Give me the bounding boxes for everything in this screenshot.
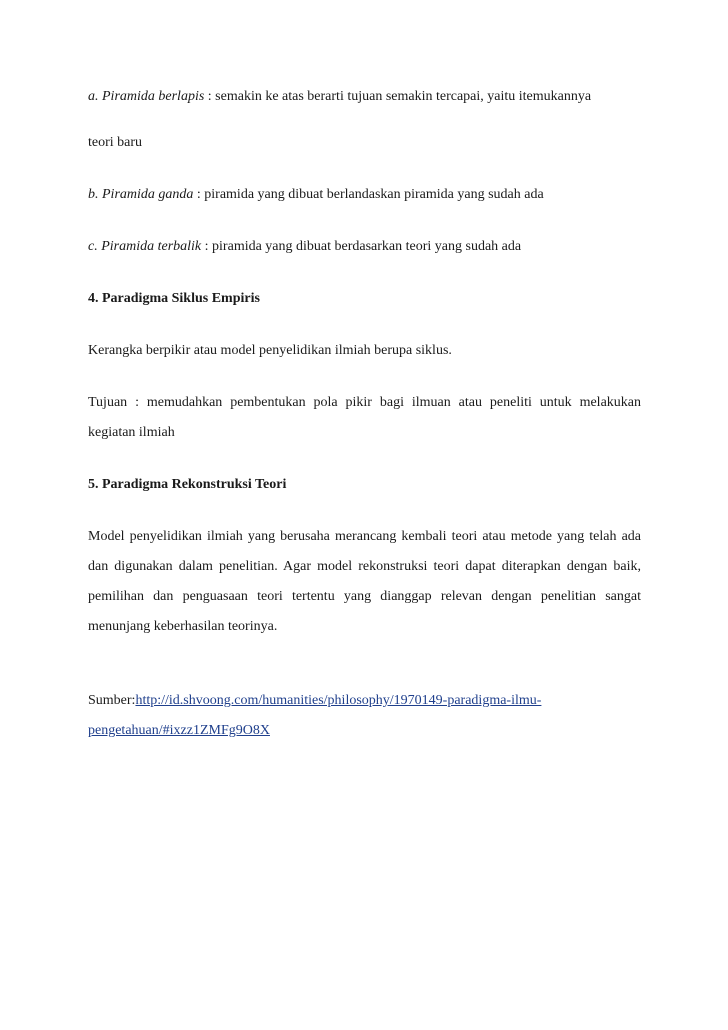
source-link-line-2[interactable]: pengetahuan/#ixzz1ZMFg9O8X (88, 723, 270, 738)
item-separator: : (201, 239, 213, 254)
section-5-paragraph-1: Model penyelidikan ilmiah yang berusaha merancang kembali teori atau metode yang telah ada dan digunakan dalam penelitian. Agar model rekonstruksi teori dapat diterapkan dengan baik, pemilihan dan penguasaan teori tertentu yang dianggap relevan dengan penelitian sangat menunjang keberhasilan teorinya. (88, 529, 641, 634)
source-link-line-1[interactable]: http://id.shvoong.com/humanities/philosophy/1970149-paradigma-ilmu- (135, 693, 542, 708)
item-description: piramida yang dibuat berlandaskan piramida yang sudah ada (204, 187, 544, 202)
paragraph (88, 388, 641, 448)
source-label: Sumber: (88, 693, 136, 708)
section-heading (88, 470, 641, 500)
item-separator: : (204, 89, 216, 104)
item-term: a. Piramida berlapis (88, 89, 205, 104)
source-citation (88, 686, 641, 746)
document-page (88, 82, 641, 746)
section-4-heading: 4. Paradigma Siklus Empiris (88, 291, 260, 306)
item-description: piramida yang dibuat berdasarkan teori yang sudah ada (212, 239, 522, 254)
source-link[interactable] (88, 693, 541, 738)
section-4-paragraph-2: Tujuan : memudahkan pembentukan pola pikir bagi ilmuan atau peneliti untuk melakukan kegiatan ilmiah (88, 395, 641, 440)
section-heading (88, 284, 641, 314)
item-term: c. Piramida terbalik (88, 239, 202, 254)
item-description-continued: teori baru (88, 135, 143, 150)
item-separator: : (193, 187, 205, 202)
paragraph (88, 336, 641, 366)
item-piramida-terbalik (88, 232, 641, 262)
section-5-heading: 5. Paradigma Rekonstruksi Teori (88, 477, 287, 492)
item-term: b. Piramida ganda (88, 187, 194, 202)
item-piramida-berlapis (88, 82, 641, 158)
section-4-paragraph-1: Kerangka berpikir atau model penyelidikan ilmiah berupa siklus. (88, 343, 452, 358)
item-description: semakin ke atas berarti tujuan semakin tercapai, yaitu itemukannya (215, 89, 592, 104)
paragraph (88, 522, 641, 642)
item-piramida-ganda (88, 180, 641, 210)
